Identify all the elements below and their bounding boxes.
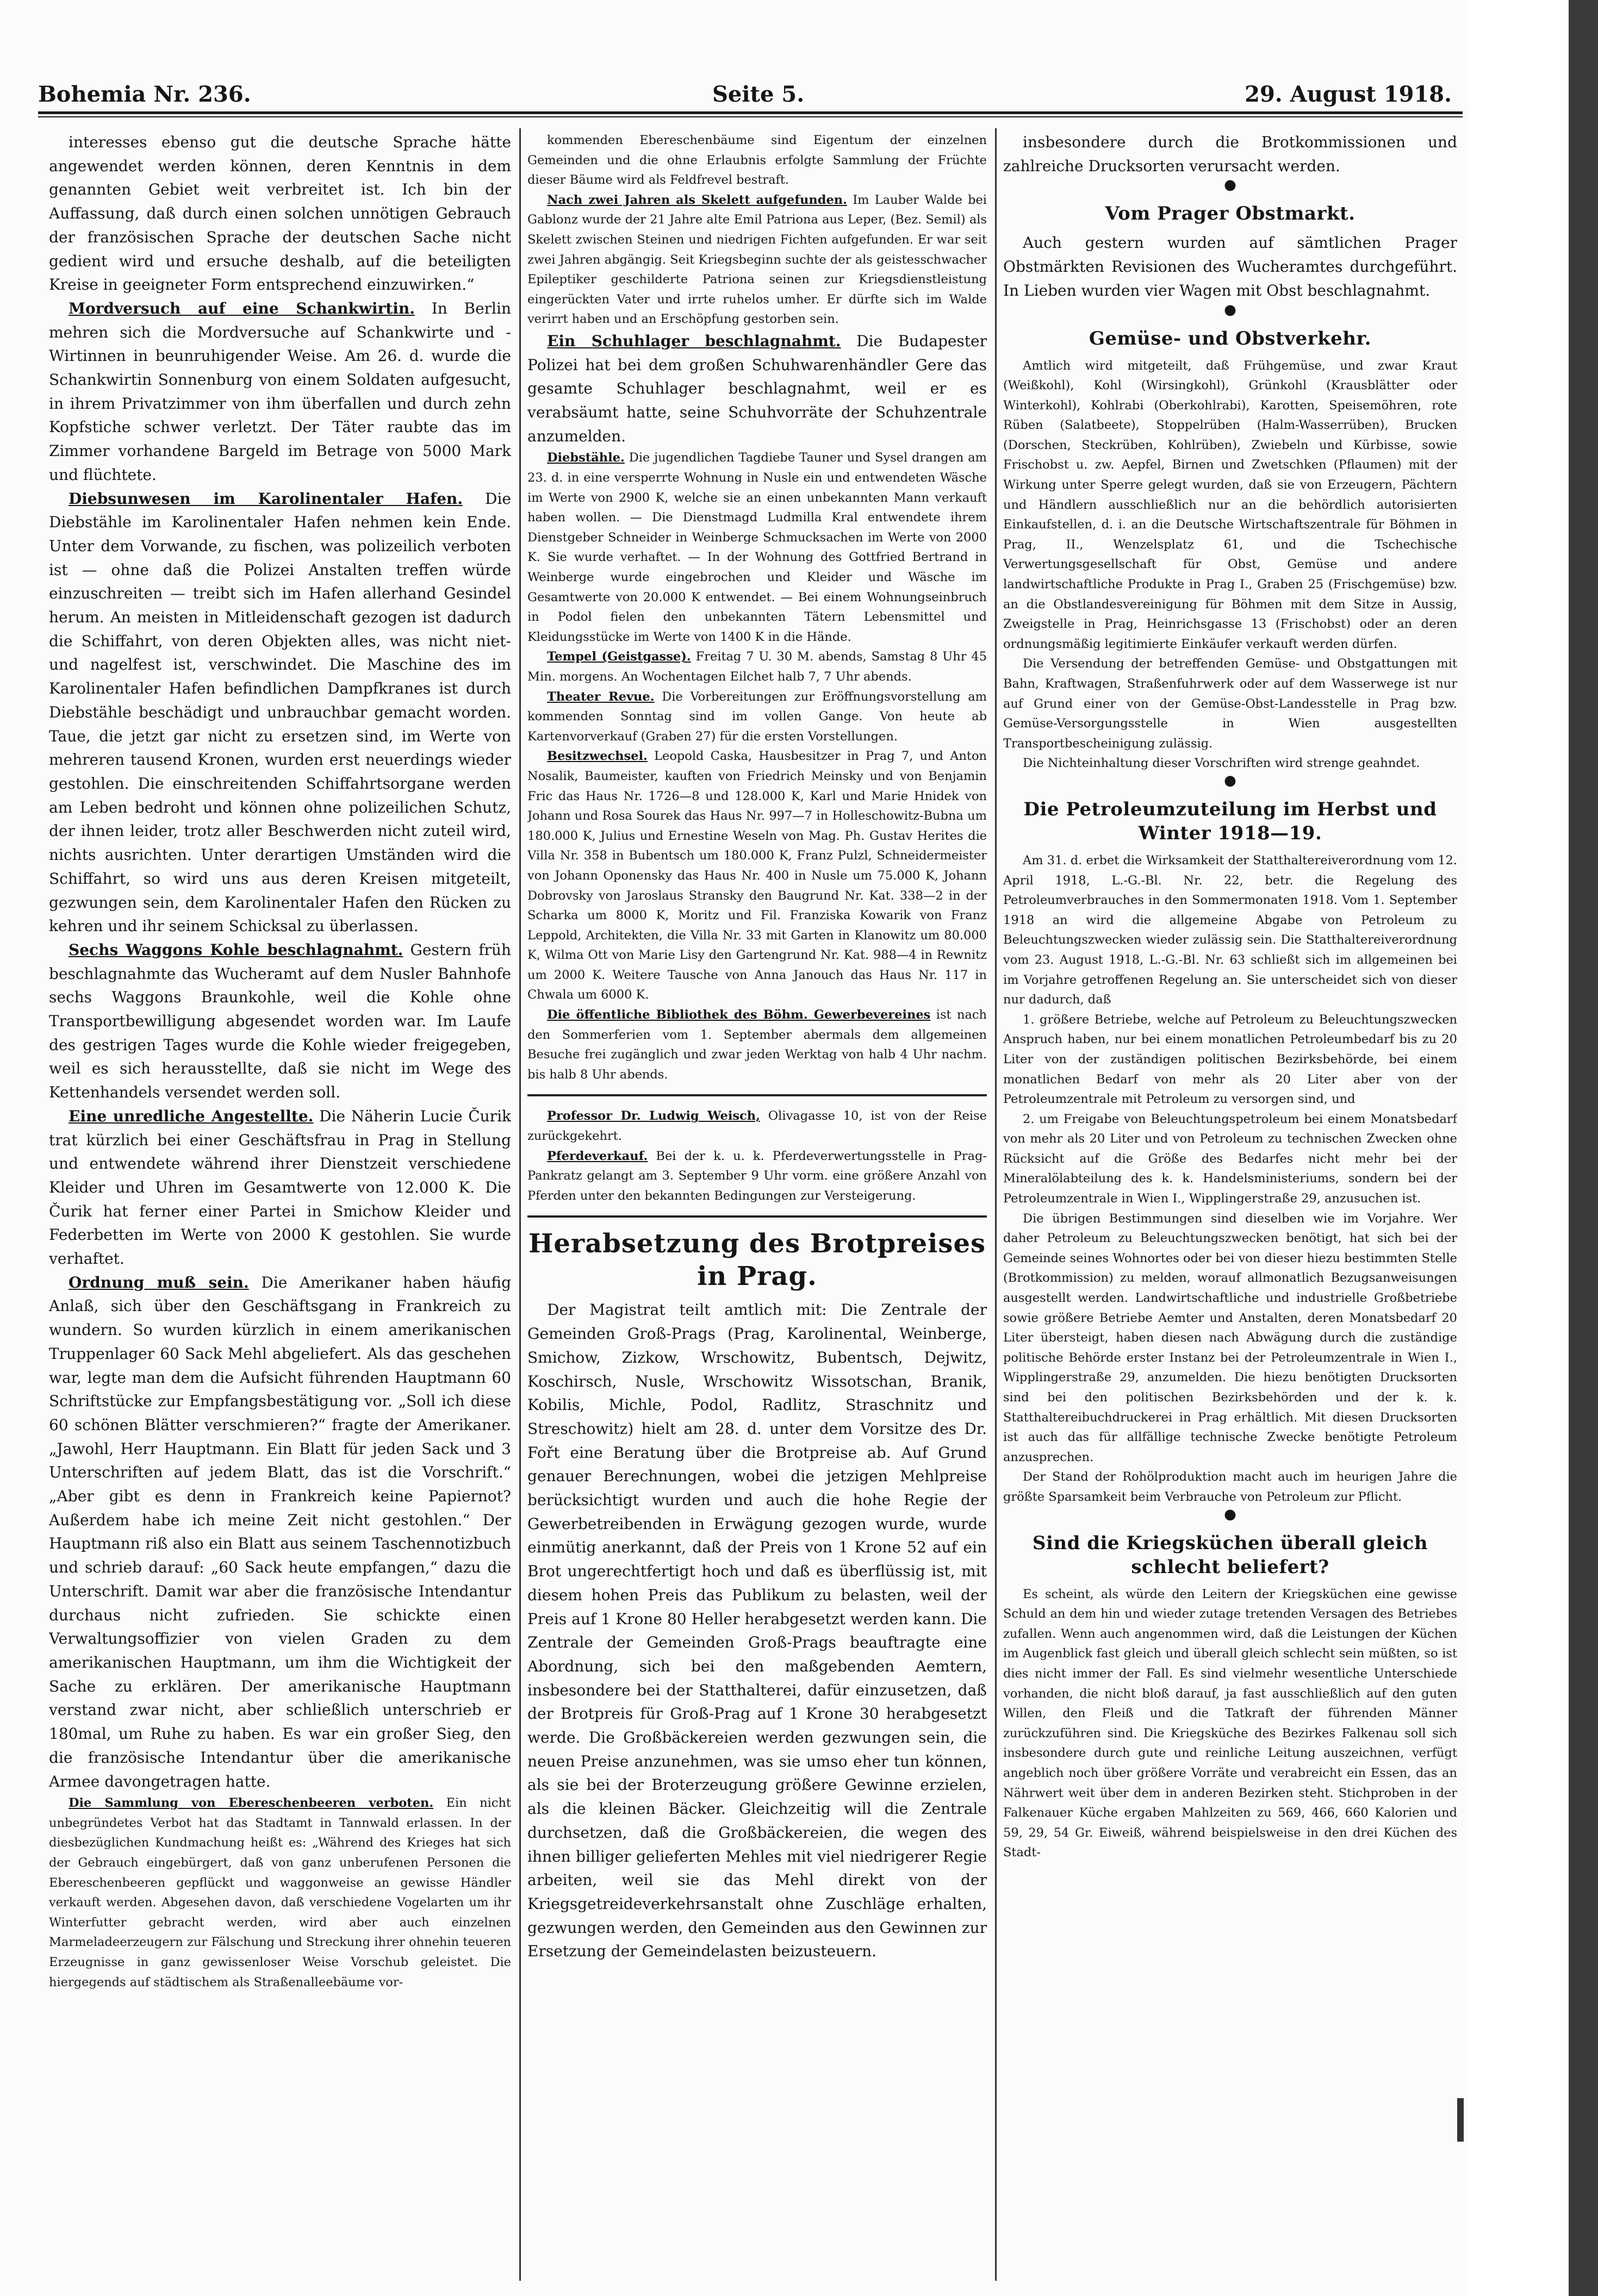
paragraph-lead: Tempel (Geistgasse). — [547, 650, 691, 664]
paragraph-text: Die Budapester Polizei hat bei dem großen Schuhwarenhändler Gere das gesamte Schuhlager beschlagnahmt, weil er es verabsäumt hatte, seine Schuhvorräte der Schuhzentrale anzumelden. — [527, 332, 987, 445]
paragraph-text: Gestern früh beschlagnahmte das Wucheramt auf dem Nusler Bahnhofe sechs Waggons Braunkohle, weil die Kohle ohne Transportbewilligung abgesendet worden war. Im Laufe des gestrigen Tages wurde die Kohle wieder freigegeben, weil es sich herausstellte, daß sie nicht im Wege des Kettenhandels versendet werden soll. — [49, 940, 511, 1102]
header-right: 29. August 1918. — [1245, 82, 1452, 107]
section-bullet: ● — [1224, 1506, 1236, 1523]
paragraph-text: Der Stand der Rohölproduktion macht auch im heurigen Jahre die größte Sparsamkeit beim Verbrauche von Petroleum zur Pflicht. — [1003, 1470, 1457, 1504]
paragraph-text: insbesondere durch die Brotkommissionen und zahlreiche Drucksorten verursacht werden. — [1003, 133, 1457, 175]
margin-mark — [1457, 2098, 1464, 2142]
column-3 — [1003, 130, 1457, 2283]
column-2 — [527, 130, 987, 2283]
paragraph-text: Die Näherin Lucie Čurik trat kürzlich bei einer Geschäftsfrau in Prag in Stellung und entwendete während ihrer Dienstzeit verschiedene Kleider und Uhren im Gesamtwerte von 12.000 K. Die Čurik hat ferner einer Partei in Smichow Kleider und Federbetten im Werte von 2000 K gestohlen. Sie wurde verhaftet. — [49, 1107, 511, 1268]
paragraph-lead: Pferdeverkauf. — [547, 1149, 648, 1163]
section-heading: Sind die Kriegsküchen überall gleich schlecht beliefert? — [1032, 1532, 1428, 1578]
header-rule-thin — [38, 116, 1463, 117]
paragraph-text: Die übrigen Bestimmungen sind dieselben wie im Vorjahre. Wer daher Petroleum zu Beleuchtungszwecken benötigt, hat sich bei der Gemeinde seines Wohnortes oder bei von dieser hiezu bestimmten Stelle (Brotkommission) zu melden, worauf allmonatlich Bezugsanweisungen ausgestellt werden. Landwirtschaftliche und industrielle Großbetriebe sowie größere Betriebe Aemter und Anstalten, deren Monatsbedarf 20 Liter übersteigt, haben diesen nach Abwägung durch die zuständige politische Behörde erster Instanz bei der Petroleumzentrale in Wien I., Wipplingerstraße 29, anzumelden. Die hiezu benötigten Drucksorten sind bei den politischen Bezirksbehörden und der k. k. Statthaltereibuchdruckerei in Prag erhältlich. Mit diesen Drucksorten ist auch das für allfällige technische Zwecke benötigte Petroleum anzusprechen. — [1003, 1211, 1457, 1464]
section-bullet: ● — [1224, 772, 1236, 789]
paragraph-text: Am 31. d. erbet die Wirksamkeit der Statthaltereiverordnung vom 12. April 1918, L.-G.-Bl. Nr. 22, betr. die Regelung des Petroleumverbrauches in den Sommermonaten 1918. Vom 1. September 1918 an wird die allgemeine Abgabe von Petroleum zu Beleuchtungszwecken wieder zulässig sein. Die Statthaltereiverordnung vom 23. August 1918, L.-G.-Bl. Nr. 63 schließt sich im allgemeinen bei im Vorjahre getroffenen Regelung an. Sie unterscheidet sich von dieser nur dadurch, daß — [1003, 853, 1457, 1007]
news-notice — [1003, 1584, 1457, 1863]
paragraph — [49, 1271, 511, 1793]
paragraph-text: Die Vorbereitungen zur Eröffnungsvorstellung am kommenden Sonntag sind im vollen Gange. Von heute ab Kartenvorverkauf (Graben 27) für die ersten Vorstellungen. — [527, 689, 987, 744]
news-notice — [1003, 1467, 1457, 1507]
paragraph-text: Die Diebstähle im Karolinentaler Hafen nehmen kein Ende. Unter dem Vorwande, zu fischen, was polizeilich verboten ist — ohne daß die Polizei Anstalten treffen würde einzuschreiten — treibt sich im Hafen allerhand Gesindel herum. An meisten in Mitleidenschaft gezogen ist dadurch die Schiffahrt, von deren Objekten alles, was nicht niet- und nagelfest ist, verschwindet. Die Maschine des im Karolinentaler Hafen befindlichen Dampfkranes ist durch Diebstähle beschädigt und unbrauchbar gemacht worden. Taue, die jetzt gar nicht zu ersetzen sind, im Werte von mehreren tausend Kronen, wurden erst neuerdings wieder gestohlen. Die einschreitenden Schiffahrtsorgane werden am Leben bedroht und können ohne polizeilichen Schutz, der ihnen leider, trotz aller Beschwerden nicht zuteil wird, nichts ausrichten. Unter derartigen Umständen wird die Schiffahrt, so wird uns aus deren Kreisen mitgeteilt, gezwungen sein, dem Karolinentaler Hafen den Rücken zu kehren und ihr seinem Schicksal zu überlassen. — [49, 489, 511, 935]
paragraph-lead: Die öffentliche Bibliothek des Böhm. Gewerbevereines — [547, 1008, 931, 1022]
paragraph-lead: Besitzwechsel. — [547, 749, 648, 764]
paragraph — [527, 329, 987, 448]
paragraph-text: Ein nicht unbegründetes Verbot hat das Stadtamt in Tannwald erlassen. In der diesbezüglichen Kundmachung heißt es: „Während des Krieges hat sich der Gebrauch eingebürgert, daß von ganz unberufenen Personen die Ebereschenbeeren gepflückt und waggonweise an gewisse Händler verkauft werden. Abgesehen davon, daß verschiedene Vogelarten um ihr Winterfutter gebracht werden, wird aber auch einzelnen Marmeladeerzeugern zur Fälschung und Streckung ihrer ohnehin teueren Erzeugnisse in ganz gewissenloser Weise Vorschub geleistet. Die hiergegends auf städtischem als Straßenalleebäume vor- — [49, 1796, 511, 1989]
paragraph-text: kommenden Ebereschenbäume sind Eigentum der einzelnen Gemeinden und die ohne Erlaubnis erfolgte Sammlung der Früchte dieser Bäume wird als Feldfrevel bestraft. — [527, 133, 987, 188]
paragraph — [527, 1298, 987, 1963]
paragraph — [49, 487, 511, 938]
paragraph — [1003, 231, 1457, 302]
paragraph-text: Amtlich wird mitgeteilt, daß Frühgemüse, und zwar Kraut (Weißkohl), Kohl (Wirsingkohl), Grünkohl (Krausblätter oder Winterkohl), Kohlrabi (Oberkohlrabi), Karotten, Speisemöhren, rote Rüben (Salatbeete), Stoppelrüben (Halm-Wasserrüben), Brucken (Dorschen, Steckrüben, Kohlrüben), Zwiebeln und Kürbisse, sowie Frischobst u. zw. Aepfel, Birnen und Zwetschken (Pflaumen) mit der Wirkung unter Sperre gelegt wurden, daß sie von Erzeugern, Pächtern und Händlern ausschließlich nur an die behördlich autorisierten Einkaufstellen, d. i. an die Deutsche Wirtschaftszentrale für Böhmen in Prag, II., Wenzelsplatz 61, und die Tschechische Verwertungsgesellschaft für Obst, Gemüse und andere landwirtschaftliche Produkte in Prag I., Graben 25 (Frischgemüse) bzw. an die Obstlandesvereinigung für Böhmen mit dem Sitze in Aussig, Zweigstelle in Prag, Heinrichsgasse 13 (Frischobst) oder an deren ordnungsmäßig legitimierte Einkäufer verkauft werden dürfen. — [1003, 358, 1457, 651]
paragraph-text: Es scheint, als würde den Leitern der Kriegsküchen eine gewisse Schuld an dem hin und wieder zutage tretenden Versagen des Betriebes zufallen. Wenn auch angenommen wird, daß die Leistungen der Küchen im Augenblick fast gleich und überall gleich schlecht sein müßten, so ist dies nicht immer der Fall. Es sind vielmehr wesentliche Unterschiede vorhanden, die nicht bloß darauf, ja fast ausschließlich auf den guten Willen, den Fleiß und die Tatkraft der führenden Männer zurückzuführen sind. Die Kriegsküche des Bezirkes Falkenau soll sich insbesondere durch gute und reinliche Leitung auszeichnen, verfügt angeblich noch über größere Vorräte und verabreicht ein Essen, das an Nährwert weit über dem in anderen Bezirken steht. Stichproben in der Falkenauer Küche ergaben Mahlzeiten zu 569, 466, 660 Kalorien und 59, 29, 54 Gr. Eiweiß, während beispielsweise in den drei Küchen des Stadt- — [1003, 1587, 1457, 1860]
paragraph-text: Bei der k. u. k. Pferdeverwertungsstelle in Prag-Pankratz gelangt am 3. September 9 Uhr vorm. eine größere Anzahl von Pferden unter den bekannten Bedingungen zur Versteigerung. — [527, 1149, 987, 1203]
paragraph-text: Der Magistrat teilt amtlich mit: Die Zentrale der Gemeinden Groß-Prags (Prag, Karolinental, Weinberge, Smichow, Zizkow, Wrschowitz, Bubentsch, Dejwitz, Koschirsch, Nusle, Wrschowitz Wissotschan, Branik, Kobilis, Michle, Podol, Radlitz, Straschnitz und Streschowitz) hielt am 28. d. unter dem Vorsitze des Dr. Fořt eine Beratung über die Brotpreise ab. Auf Grund genauer Berechnungen, wobei die jetzigen Mehlpreise berücksichtigt wurden und auch die hohe Regie der Gewerbetreibenden in Erwägung gezogen wurde, wurde einmütig anerkannt, daß der Preis von 1 Krone 52 auf ein Brot ungerechtfertigt hoch und daß es überflüssig ist, mit diesem hohen Preis das Publikum zu belasten, weil der Preis auf 1 Krone 80 Heller herabgesetzt werden kann. Die Zentrale der Gemeinden Groß-Prags beauftragte eine Abordnung, sich bei den maßgebenden Aemtern, insbesondere bei der Statthalterei, dafür einzusetzen, daß der Brotpreis für Groß-Prag auf 1 Krone 30 herabgesetzt werde. Die Großbäckereien werden gezwungen sein, die neuen Preise anzunehmen, was sie umso eher tun können, als sie bei der Broterzeugung größere Gewinne erzielen, als die kleinen Bäcker. Gleichzeitig will die Zentrale durchsetzen, daß die Großbäckereien, die wegen des ihnen billiger gelieferten Mehles mit viel niedrigerer Regie arbeiten, weil sie das Mehl direkt von der Kriegsgetreideverkehrsanstalt ohne Zuschläge erhalten, gezwungen werden, den Gemeinden aus den Gewinnen zur Ersetzung der Gemeindelasten beizusteuern. — [527, 1301, 987, 1961]
news-notice — [527, 746, 987, 1005]
section-bullet: ● — [1224, 177, 1236, 194]
column-1 — [49, 130, 511, 2283]
section-divider — [527, 1215, 987, 1218]
paragraph-lead: Die Sammlung von Ebereschenbeeren verboten. — [69, 1796, 434, 1811]
header-center: Seite 5. — [712, 82, 805, 107]
news-notice — [527, 130, 987, 190]
header-left: Bohemia Nr. 236. — [38, 82, 251, 107]
paragraph-text: 2. um Freigabe von Beleuchtungspetroleum bei einem Monatsbedarf von mehr als 20 Liter und von Petroleum zu technischen Zwecken ohne Rücksicht auf die Größe des Bedarfes nicht mehr bei der Mineralölabteilung des k. k. Handelsministeriums, sondern bei der Petroleumzentrale in Wien I., Wipplingerstraße 29, anzusuchen ist. — [1003, 1112, 1457, 1206]
paragraph-lead: Ein Schuhlager beschlagnahmt. — [547, 332, 841, 350]
paragraph — [49, 938, 511, 1105]
paragraph-text: Im Lauber Walde bei Gablonz wurde der 21 Jahre alte Emil Patriona aus Leper, (Bez. Semil) als Skelett zwischen Steinen und niedrigen Fichten aufgefunden. Er war seit zwei Jahren abgängig. Seit Kriegsbeginn suchte der als geistesschwacher Epileptiker geschilderte Patriona seinen zur Kriegsdienstleistung eingerückten Vater und irrte ruhelos umher. Er dürfte sich im Walde verirrt haben und an Erschöpfung gestorben sein. — [527, 192, 987, 327]
news-notice — [1003, 851, 1457, 1010]
paragraph-text: Die Nichteinhaltung dieser Vorschriften wird strenge geahndet. — [1023, 756, 1420, 771]
section-divider — [527, 1094, 987, 1096]
section-heading: Gemüse- und Obstverkehr. — [1089, 327, 1372, 350]
paragraph-lead: Eine unredliche Angestellte. — [69, 1107, 314, 1125]
paragraph-text: ist nach den Sommerferien vom 1. September abermals dem allgemeinen Besuche frei zugänglich und zwar jeden Werktag von halb 4 Uhr nachm. bis halb 8 Uhr abends. — [527, 1008, 987, 1082]
news-notice — [527, 687, 987, 747]
paragraph-text: Die jugendlichen Tagdiebe Tauner und Sysel drangen am 23. d. in eine versperrte Wohnung in Nusle ein und entwendeten Wäsche im Werte von 2900 K, welche sie an einen unbekannten Mann verkauft haben wollen. — Die Dienstmagd Ludmilla Kral entwendete ihrem Dienstgeber Schneider in Weinberge Schmucksachen im Werte von 2000 K. Sie wurde verhaftet. — In der Wohnung des Gottfried Bertrand in Weinberge wurde eingebrochen und Kleider und Wäsche im Gesamtwerte von 20.000 K entwendet. — Bei einem Wohnungseinbruch in Podol fielen den unbekannten Tätern Lebensmittel und Kleidungsstücke im Werte von 1400 K in die Hände. — [527, 451, 987, 644]
paragraph-lead: Mordversuch auf eine Schankwirtin. — [69, 299, 415, 317]
article-headline: Herabsetzung des Brotpreises in Prag. — [528, 1228, 986, 1292]
section-heading: Die Petroleumzuteilung im Herbst und Winter 1918—19. — [1023, 798, 1437, 844]
news-notice — [1003, 1109, 1457, 1209]
paragraph-text: Olivagasse 10, ist von der Reise zurückgekehrt. — [527, 1109, 987, 1144]
paragraph-lead: Diebsunwesen im Karolinentaler Hafen. — [69, 489, 463, 508]
paragraph-text: 1. größere Betriebe, welche auf Petroleum zu Beleuchtungszwecken Anspruch haben, nur bei einem monatlichen Petroleumbedarf bis zu 20 Liter von der zuständigen politischen Bezirksbehörde, bei einem monatlichen Bedarf von mehr als 20 Liter aber von der Petroleumzentrale mit Petroleum zu versorgen sind, und — [1003, 1012, 1457, 1107]
news-notice — [527, 1106, 987, 1146]
paragraph-text: Freitag 7 U. 30 M. abends, Samstag 8 Uhr 45 Min. morgens. An Wochentagen Eilchet halb 7, 7 Uhr abends. — [527, 650, 987, 684]
paragraph-lead: Sechs Waggons Kohle beschlagnahmt. — [69, 940, 403, 959]
column-rule-1 — [519, 128, 521, 2281]
section-bullet: ● — [1224, 301, 1236, 318]
paragraph-lead: Diebstähle. — [547, 451, 625, 465]
news-notice — [527, 1005, 987, 1084]
news-notice — [527, 1146, 987, 1206]
paragraph-text: Auch gestern wurden auf sämtlichen Prager Obstmärkten Revisionen des Wucheramtes durchgeführt. In Lieben wurden vier Wagen mit Obst beschlagnahmt. — [1003, 234, 1457, 300]
paragraph-text: Leopold Caska, Hausbesitzer in Prag 7, und Anton Nosalik, Baumeister, kauften von Friedrich Meinsky und von Benjamin Fric das Haus Nr. 1726—8 und 128.000 K, Karl und Marie Hnidek von Johann und Rosa Sourek das Haus Nr. 997—7 in Holleschowitz-Bubna um 180.000 K, Julius und Ernestine Weseln von Mag. Ph. Gustav Herites die Villa Nr. 358 in Bubentsch um 180.000 K, Franz Pulzl, Schneidermeister von Johann Oponensky das Haus Nr. 400 in Nusle um 75.000 K, Johann Dobrovsky von Jaroslaus Stransky den Baugrund Nr. Kat. 338—2 in der Scharka um 8000 K, Moritz und Fil. Franziska Kowarik von Franz Leppold, Architekten, die Villa Nr. 33 mit Garten in Klanowitz um 80.000 K, Wilma Ott von Marie Lisy den Gartengrund Nr. Kat. 988—4 in Rewnitz um 2000 K. Weitere Tausche von Anna Janouch das Haus Nr. 117 in Chwala um 6000 K. — [527, 749, 987, 1002]
news-notice — [49, 1793, 511, 1992]
scan-binding-edge — [1569, 0, 1598, 2296]
paragraph — [49, 297, 511, 487]
news-notice — [1003, 654, 1457, 753]
paragraph — [1003, 130, 1457, 178]
news-notice — [527, 448, 987, 647]
paragraph-lead: Professor Dr. Ludwig Weisch, — [547, 1109, 760, 1124]
paragraph-text: interesses ebenso gut die deutsche Sprache hätte angewendet werden können, deren Kenntnis in dem genannten Gebiet weit verbreitet ist. Ich bin der Auffassung, daß durch einen solchen unnötigen Gebrauch der französischen Sprache der deutschen Sache nicht gedient wird und ersuche deshalb, auf die beteiligten Kreise in geeigneter Form entsprechend einzuwirken.“ — [49, 133, 511, 294]
news-notice — [1003, 1010, 1457, 1109]
column-rule-2 — [995, 128, 997, 2281]
header-rule — [38, 111, 1463, 114]
paragraph-lead: Nach zwei Jahren als Skelett aufgefunden. — [547, 192, 847, 207]
news-notice — [1003, 1209, 1457, 1468]
paragraph-text: In Berlin mehren sich die Mordversuche auf Schankwirte und -Wirtinnen in beunruhigender Weise. Am 26. d. wurde die Schankwirtin Sonnenburg von einem Soldaten aufgesucht, in ihrem Privatzimmer von ihm überfallen und durch zehn Kopfstiche schwer verletzt. Der Täter raubte das im Zimmer vorhandene Bargeld im Betrage von 5000 Mark und flüchtete. — [49, 299, 511, 484]
news-notice — [1003, 753, 1457, 773]
paragraph — [49, 130, 511, 297]
paragraph-text: Die Versendung der betreffenden Gemüse- und Obstgattungen mit Bahn, Kraftwagen, Straßenfuhrwerk oder auf dem Wasserwege ist nur auf Grund einer von der Gemüse-Obst-Landesstelle in Prag bzw. Gemüse-Versorgungsstelle in Wien ausgestellten Transportbescheinigung zulässig. — [1003, 657, 1457, 751]
news-notice — [527, 647, 987, 687]
paragraph-lead: Ordnung muß sein. — [69, 1273, 249, 1292]
paragraph — [49, 1105, 511, 1271]
paragraph-text: Die Amerikaner haben häufig Anlaß, sich über den Geschäftsgang in Frankreich zu wundern. So wurden kürzlich in einem amerikanischen Truppenlager 60 Sack Mehl abgeliefert. Als das geschehen war, legte man dem die Aufsicht führenden Hauptmann 60 Schriftstücke zur Empfangsbestätigung vor. „Soll ich diese 60 schönen Blätter verschmieren?“ fragte der Amerikaner. „Jawohl, Herr Hauptmann. Ein Blatt für jeden Sack und 3 Unterschriften auf jedem Blatt, das ist die Vorschrift.“ „Aber gibt es denn in Frankreich keine Papiernot? Außerdem habe ich meine Zeit nicht gestohlen.“ Der Hauptmann riß also ein Blatt aus seinem Taschennotizbuch und schrieb darauf: „60 Sack heute empfangen,“ dazu die Unterschrift. Damit war aber die französische Intendantur durchaus nicht zufrieden. Sie schickte einen Verwaltungsoffizier von vielen Graden zu dem amerikanischen Hauptmann, um ihm die Wichtigkeit der Sache zu erklären. Der amerikanische Hauptmann verstand zwar nicht, aber schließlich unterschrieb er 180mal, um Ruhe zu haben. Es war ein großer Sieg, den die französische Intendantur über die amerikanische Armee davongetragen hatte. — [49, 1273, 511, 1790]
paragraph-lead: Theater Revue. — [547, 689, 655, 704]
news-notice — [1003, 356, 1457, 654]
section-heading: Vom Prager Obstmarkt. — [1105, 203, 1355, 225]
news-notice — [527, 190, 987, 329]
